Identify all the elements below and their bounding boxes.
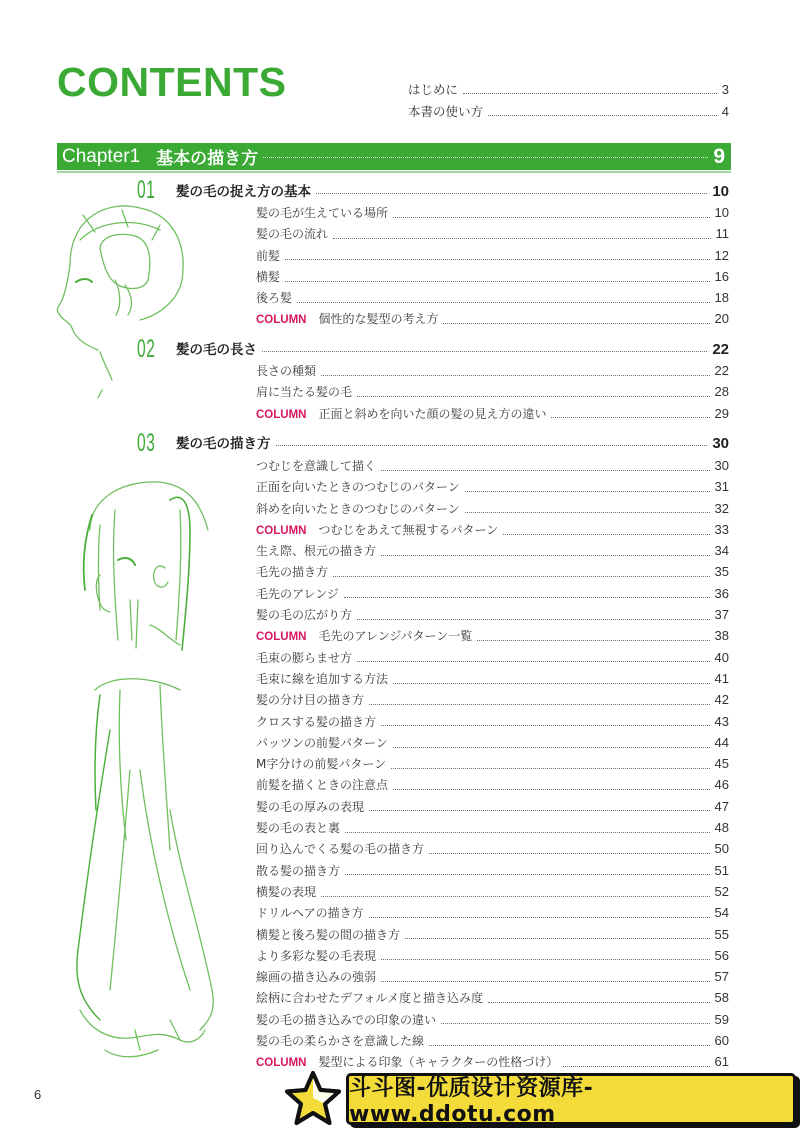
- entry-page: 4: [721, 104, 729, 119]
- leader-dots: [297, 301, 710, 303]
- toc-entry[interactable]: [256, 247, 729, 268]
- toc-entry[interactable]: [256, 478, 729, 499]
- column-tag: COLUMN: [256, 631, 307, 644]
- entry-label: つむじを意識して描く: [256, 459, 377, 473]
- section-title: 髪の毛の長さ: [176, 342, 257, 358]
- leader-dots: [488, 114, 717, 116]
- leader-dots: [263, 156, 708, 158]
- leader-dots: [285, 258, 710, 260]
- leader-dots: [463, 92, 717, 94]
- leader-dots: [381, 554, 710, 556]
- entry-label: 毛先のアレンジパターン一覧: [318, 629, 473, 644]
- section-number: 01: [137, 176, 156, 204]
- entry-label: M字分けの前髪パターン: [256, 757, 387, 772]
- leader-dots: [333, 575, 710, 577]
- entry-label: 斜めを向いたときのつむじのパターン: [256, 501, 460, 516]
- page-number: 6: [34, 1087, 42, 1102]
- entry-page: 47: [714, 798, 729, 814]
- entry-page: 60: [714, 1033, 729, 1049]
- section-items: [256, 204, 729, 332]
- chapter-title: 基本の描き方: [156, 149, 259, 169]
- entry-page: 48: [714, 820, 729, 836]
- entry-label: 髪の毛の広がり方: [256, 608, 353, 623]
- entry-page: 3: [721, 82, 729, 97]
- toc-entry[interactable]: [256, 840, 729, 861]
- leader-dots: [429, 1044, 710, 1046]
- leader-dots: [369, 809, 710, 811]
- toc-entry[interactable]: [256, 883, 729, 904]
- leader-dots: [405, 937, 710, 939]
- entry-page: 30: [714, 458, 729, 473]
- entry-label: 髪の毛の厚みの表現: [256, 799, 365, 814]
- entry-page: 16: [714, 268, 729, 284]
- entry-page: 22: [714, 363, 729, 378]
- entry-page: 43: [714, 713, 729, 729]
- toc-entry[interactable]: [256, 362, 729, 383]
- entry-page: 34: [714, 543, 729, 559]
- intro-list: [408, 80, 729, 124]
- leader-dots: [316, 192, 707, 194]
- toc-entry-column[interactable]: [256, 310, 729, 331]
- toc-entry[interactable]: [256, 755, 729, 776]
- entry-label: 毛先のアレンジ: [256, 586, 339, 601]
- leader-dots: [369, 916, 710, 918]
- entry-page: 31: [714, 479, 729, 495]
- leader-dots: [285, 280, 710, 282]
- entry-page: 12: [714, 247, 729, 263]
- section-page: 22: [712, 341, 729, 358]
- entry-label: 個性的な髪型の考え方: [318, 312, 439, 327]
- toc-entry[interactable]: [256, 606, 729, 627]
- chapter-number: Chapter1: [62, 145, 141, 167]
- toc-entry[interactable]: [256, 289, 729, 310]
- entry-label: 正面を向いたときのつむじのパターン: [256, 480, 460, 495]
- entry-page: 50: [714, 841, 729, 857]
- toc-entry-column[interactable]: [256, 405, 729, 426]
- toc-entry[interactable]: [256, 268, 729, 289]
- entry-page: 56: [714, 947, 729, 963]
- toc-entry[interactable]: [256, 542, 729, 563]
- leader-dots: [429, 852, 710, 854]
- entry-page: 44: [714, 734, 729, 750]
- page-title: CONTENTS: [57, 59, 287, 105]
- entry-page: 40: [714, 649, 729, 665]
- toc-entry[interactable]: [256, 563, 729, 584]
- toc-entry[interactable]: [256, 457, 729, 478]
- entry-label: クロスする髪の描き方: [256, 714, 377, 729]
- section-page: 30: [712, 435, 729, 452]
- leader-dots: [262, 350, 707, 352]
- leader-dots: [345, 873, 710, 875]
- entry-label: パッツンの前髪パターン: [256, 735, 388, 750]
- leader-dots: [381, 980, 710, 982]
- toc-entry[interactable]: [256, 862, 729, 883]
- entry-page: 42: [714, 692, 729, 708]
- entry-page: 51: [714, 862, 729, 878]
- leader-dots: [393, 682, 710, 684]
- entry-label: 正面と斜めを向いた顔の髪の見え方の違い: [318, 406, 547, 421]
- entry-label: 髪型による印象（キャラクターの性格づけ）: [318, 1055, 559, 1070]
- entry-label: 横髪の表現: [256, 884, 317, 899]
- column-tag: COLUMN: [256, 408, 307, 421]
- entry-label: 髪の分け目の描き方: [256, 693, 365, 708]
- entry-page: 28: [714, 384, 729, 400]
- toc-entry[interactable]: [256, 1011, 729, 1032]
- star-icon: [282, 1070, 344, 1128]
- toc-entry[interactable]: [256, 225, 729, 246]
- leader-dots: [381, 724, 710, 726]
- toc-entry[interactable]: [256, 585, 729, 606]
- toc-entry[interactable]: [256, 798, 729, 819]
- leader-dots: [393, 216, 710, 218]
- leader-dots: [488, 1001, 709, 1003]
- leader-dots: [441, 1022, 710, 1024]
- entry-label: 絵柄に合わせたデフォルメ度と描き込み度: [256, 991, 484, 1006]
- entry-page: 33: [714, 521, 729, 537]
- entry-page: 57: [714, 969, 729, 985]
- entry-page: 59: [714, 1011, 729, 1027]
- leader-dots: [357, 395, 710, 397]
- leader-dots: [465, 490, 710, 492]
- toc-entry-how-to-use[interactable]: [408, 102, 729, 124]
- section-number: 02: [137, 335, 156, 363]
- entry-label: 毛束に線を追加する方法: [256, 671, 389, 686]
- entry-label: 回り込んでくる髪の毛の描き方: [256, 842, 425, 857]
- entry-label: 髪の毛の柔らかさを意識した線: [256, 1034, 425, 1049]
- entry-label: 生え際、根元の描き方: [256, 544, 377, 559]
- entry-page: 54: [714, 905, 729, 921]
- entry-label: 髪の毛が生えている場所: [256, 206, 389, 220]
- column-tag: COLUMN: [256, 1057, 307, 1070]
- leader-dots: [393, 746, 710, 748]
- entry-page: 55: [714, 926, 729, 942]
- section-title: 髪の毛の捉え方の基本: [176, 184, 311, 200]
- entry-page: 36: [714, 585, 729, 601]
- entry-label: 髪の毛の描き込みでの印象の違い: [256, 1012, 437, 1027]
- toc-entry[interactable]: [256, 1032, 729, 1053]
- section-heading[interactable]: [176, 338, 729, 360]
- entry-label: 散る髪の描き方: [256, 863, 341, 878]
- entry-label: 本書の使い方: [408, 104, 484, 119]
- leader-dots: [357, 660, 710, 662]
- leader-dots: [503, 533, 709, 535]
- watermark-banner: 斗斗图-优质设计资源库-www.ddotu.com: [346, 1073, 796, 1125]
- section-page: 10: [712, 183, 729, 200]
- leader-dots: [344, 596, 710, 598]
- entry-label: 髪の毛の流れ: [256, 227, 329, 242]
- entry-label: つむじをあえて無視するパターン: [318, 522, 499, 537]
- leader-dots: [391, 767, 709, 769]
- leader-dots: [551, 416, 709, 418]
- leader-dots: [357, 618, 710, 620]
- entry-label: より多彩な髪の毛表現: [256, 948, 377, 963]
- leader-dots: [369, 703, 710, 705]
- entry-label: 前髪: [256, 248, 281, 263]
- toc-entry[interactable]: [256, 926, 729, 947]
- leader-dots: [321, 374, 710, 376]
- chapter-heading[interactable]: [57, 143, 731, 170]
- entry-label: 肩に当たる髪の毛: [256, 385, 353, 400]
- toc-entry[interactable]: [256, 819, 729, 840]
- toc-entry[interactable]: [256, 670, 729, 691]
- leader-dots: [465, 511, 710, 513]
- entry-label: 毛先の描き方: [256, 565, 329, 580]
- entry-page: 46: [714, 777, 729, 793]
- toc-entry[interactable]: [256, 500, 729, 521]
- hair-sketch-illustration: [40, 170, 240, 1080]
- leader-dots: [276, 444, 708, 446]
- toc-entry[interactable]: [256, 947, 729, 968]
- section-heading[interactable]: [176, 432, 729, 454]
- leader-dots: [345, 831, 710, 833]
- entry-page: 10: [714, 205, 729, 220]
- toc-entry[interactable]: [256, 989, 729, 1010]
- toc-entry[interactable]: [256, 968, 729, 989]
- entry-page: 58: [714, 990, 729, 1006]
- leader-dots: [333, 237, 710, 239]
- column-tag: COLUMN: [256, 314, 307, 327]
- toc-entry[interactable]: [256, 734, 729, 755]
- toc-entry[interactable]: [256, 713, 729, 734]
- section-items: [256, 362, 729, 426]
- entry-label: 線画の描き込みの強弱: [256, 970, 377, 985]
- entry-label: 横髪と後ろ髪の間の描き方: [256, 927, 401, 942]
- entry-page: 20: [714, 311, 729, 327]
- toc-entry[interactable]: [256, 383, 729, 404]
- entry-label: 髪の毛の表と裏: [256, 821, 341, 836]
- toc-entry[interactable]: [256, 691, 729, 712]
- toc-entry[interactable]: [256, 776, 729, 797]
- section-number: 03: [137, 429, 156, 457]
- toc-entry-column[interactable]: [256, 521, 729, 542]
- entry-label: 後ろ髪: [256, 291, 293, 306]
- section-title: 髪の毛の描き方: [176, 436, 271, 452]
- toc-entry-intro[interactable]: [408, 80, 729, 102]
- leader-dots: [563, 1065, 709, 1067]
- entry-label: 長さの種類: [256, 364, 317, 378]
- entry-label: 毛束の膨らませ方: [256, 650, 353, 665]
- leader-dots: [443, 322, 709, 324]
- entry-page: 61: [714, 1054, 729, 1070]
- toc-entry[interactable]: [256, 204, 729, 225]
- toc-entry[interactable]: [256, 904, 729, 925]
- column-tag: COLUMN: [256, 524, 307, 537]
- toc-entry-column[interactable]: [256, 627, 729, 648]
- entry-label: 横髪: [256, 269, 281, 284]
- entry-page: 11: [715, 226, 729, 242]
- entry-label: はじめに: [408, 82, 459, 97]
- entry-page: 52: [714, 883, 729, 899]
- leader-dots: [393, 788, 710, 790]
- entry-page: 18: [714, 290, 729, 306]
- leader-dots: [381, 958, 710, 960]
- entry-page: 29: [714, 405, 729, 421]
- toc-entry[interactable]: [256, 649, 729, 670]
- entry-label: 前髪を描くときの注意点: [256, 778, 389, 793]
- section-heading[interactable]: [176, 180, 729, 202]
- entry-page: 32: [714, 500, 729, 516]
- entry-page: 38: [714, 628, 729, 644]
- entry-page: 35: [714, 564, 729, 580]
- entry-page: 37: [714, 607, 729, 623]
- section-items: [256, 457, 729, 1075]
- leader-dots: [321, 895, 710, 897]
- leader-dots: [381, 469, 710, 471]
- entry-page: 41: [714, 670, 729, 686]
- chapter-page: 9: [713, 144, 725, 168]
- entry-page: 45: [714, 756, 729, 772]
- entry-label: ドリルヘアの描き方: [256, 906, 364, 921]
- leader-dots: [477, 639, 709, 641]
